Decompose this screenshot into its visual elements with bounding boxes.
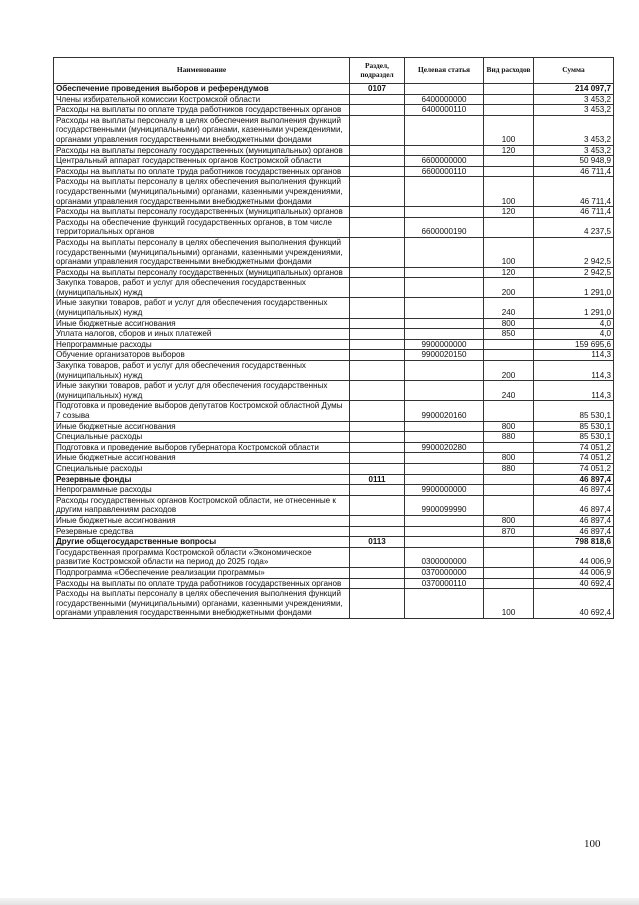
cell-section: 0111 <box>350 474 405 485</box>
cell-name: Иные бюджетные ассигнования <box>54 318 350 329</box>
cell-amount: 214 097,7 <box>534 84 614 95</box>
cell-name: Иные бюджетные ассигнования <box>54 515 350 526</box>
cell-section <box>350 237 405 267</box>
cell-name: Государственная программа Костромской области «Экономическое развитие Костромской области на период до 2025 года» <box>54 547 350 567</box>
cell-section <box>350 177 405 207</box>
cell-expense-type: 850 <box>484 329 534 340</box>
cell-name: Расходы на выплаты персоналу государственных (муниципальных) органов <box>54 207 350 218</box>
table-row <box>54 567 614 578</box>
cell-target <box>405 589 484 619</box>
cell-section <box>350 105 405 116</box>
cell-name: Закупка товаров, работ и услуг для обеспечения государственных (муниципальных) нужд <box>54 278 350 298</box>
table-row <box>54 421 614 432</box>
cell-amount: 4,0 <box>534 329 614 340</box>
cell-expense-type: 880 <box>484 463 534 474</box>
cell-amount: 2 942,5 <box>534 267 614 278</box>
cell-target <box>405 298 484 318</box>
cell-amount: 44 006,9 <box>534 567 614 578</box>
cell-target: 9900020150 <box>405 350 484 361</box>
table-row <box>54 298 614 318</box>
cell-target <box>405 421 484 432</box>
cell-section: 0113 <box>350 537 405 548</box>
cell-expense-type <box>484 495 534 515</box>
cell-section <box>350 495 405 515</box>
cell-target <box>405 115 484 145</box>
table-row <box>54 432 614 443</box>
cell-section <box>350 453 405 464</box>
cell-expense-type: 100 <box>484 237 534 267</box>
cell-amount: 114,3 <box>534 381 614 401</box>
cell-section <box>350 318 405 329</box>
cell-name: Расходы на обеспечение функций государственных органов, в том числе территориальных органов <box>54 217 350 237</box>
cell-section <box>350 339 405 350</box>
table-row <box>54 526 614 537</box>
header-amount: Сумма <box>534 58 614 84</box>
cell-amount: 114,3 <box>534 361 614 381</box>
cell-section <box>350 547 405 567</box>
cell-section <box>350 267 405 278</box>
cell-section <box>350 115 405 145</box>
cell-expense-type <box>484 166 534 177</box>
cell-target <box>405 267 484 278</box>
scan-edge <box>0 898 639 905</box>
table-row <box>54 547 614 567</box>
cell-amount: 3 453,2 <box>534 105 614 116</box>
table-row <box>54 84 614 95</box>
cell-expense-type: 200 <box>484 278 534 298</box>
cell-section <box>350 515 405 526</box>
cell-amount: 74 051,2 <box>534 463 614 474</box>
cell-target <box>405 361 484 381</box>
cell-expense-type: 800 <box>484 318 534 329</box>
table-row <box>54 156 614 167</box>
table-row <box>54 339 614 350</box>
cell-expense-type: 200 <box>484 361 534 381</box>
budget-document <box>53 57 613 619</box>
cell-name: Иные закупки товаров, работ и услуг для обеспечения государственных (муниципальных) нужд <box>54 298 350 318</box>
cell-amount: 44 006,9 <box>534 547 614 567</box>
table-row <box>54 361 614 381</box>
cell-name: Расходы на выплаты персоналу государственных (муниципальных) органов <box>54 267 350 278</box>
header-expense-type: Вид расходов <box>484 58 534 84</box>
cell-amount: 3 453,2 <box>534 115 614 145</box>
cell-amount: 4,0 <box>534 318 614 329</box>
cell-name: Подготовка и проведение выборов губернатора Костромской области <box>54 442 350 453</box>
cell-target <box>405 515 484 526</box>
cell-target: 9900000000 <box>405 339 484 350</box>
cell-expense-type <box>484 156 534 167</box>
table-row <box>54 94 614 105</box>
cell-name: Расходы на выплаты персоналу в целях обеспечения выполнения функций государственными (муниципальными) органами, казенными учреждениями, органами управления государственными внебюджетными фондами <box>54 115 350 145</box>
table-row <box>54 485 614 496</box>
cell-target: 0370000000 <box>405 567 484 578</box>
cell-expense-type <box>484 537 534 548</box>
cell-name: Центральный аппарат государственных органов Костромской области <box>54 156 350 167</box>
table-row <box>54 105 614 116</box>
cell-section: 0107 <box>350 84 405 95</box>
cell-target <box>405 207 484 218</box>
cell-amount: 46 897,4 <box>534 474 614 485</box>
cell-amount: 74 051,2 <box>534 453 614 464</box>
cell-target <box>405 474 484 485</box>
cell-expense-type <box>484 474 534 485</box>
table-row <box>54 115 614 145</box>
table-row <box>54 515 614 526</box>
header-section: Раздел, подраздел <box>350 58 405 84</box>
cell-target: 9900099990 <box>405 495 484 515</box>
cell-amount: 40 692,4 <box>534 589 614 619</box>
cell-name: Специальные расходы <box>54 432 350 443</box>
cell-expense-type: 100 <box>484 589 534 619</box>
cell-name: Иные бюджетные ассигнования <box>54 453 350 464</box>
cell-expense-type <box>484 339 534 350</box>
cell-section <box>350 526 405 537</box>
table-row <box>54 329 614 340</box>
cell-amount: 3 453,2 <box>534 94 614 105</box>
cell-expense-type: 120 <box>484 145 534 156</box>
cell-name: Иные закупки товаров, работ и услуг для обеспечения государственных (муниципальных) нужд <box>54 381 350 401</box>
cell-expense-type: 120 <box>484 207 534 218</box>
cell-target: 6400000000 <box>405 94 484 105</box>
cell-target: 6600000110 <box>405 166 484 177</box>
cell-name: Члены избирательной комиссии Костромской области <box>54 94 350 105</box>
cell-amount: 46 897,4 <box>534 526 614 537</box>
cell-target <box>405 84 484 95</box>
cell-expense-type: 240 <box>484 298 534 318</box>
cell-amount: 46 897,4 <box>534 485 614 496</box>
cell-section <box>350 217 405 237</box>
cell-expense-type: 120 <box>484 267 534 278</box>
cell-amount: 74 051,2 <box>534 442 614 453</box>
cell-section <box>350 94 405 105</box>
cell-section <box>350 361 405 381</box>
cell-target <box>405 463 484 474</box>
table-row <box>54 217 614 237</box>
cell-name: Подготовка и проведение выборов депутатов Костромской областной Думы 7 созыва <box>54 401 350 421</box>
table-row <box>54 381 614 401</box>
table-body <box>54 84 614 619</box>
cell-amount: 159 695,6 <box>534 339 614 350</box>
cell-name: Расходы на выплаты персоналу в целях обеспечения выполнения функций государственными (муниципальными) органами, казенными учреждениями, органами управления государственными внебюджетными фондами <box>54 177 350 207</box>
cell-name: Расходы государственных органов Костромской области, не отнесенные к другим направлениям расходов <box>54 495 350 515</box>
cell-name: Закупка товаров, работ и услуг для обеспечения государственных (муниципальных) нужд <box>54 361 350 381</box>
cell-expense-type <box>484 401 534 421</box>
cell-amount: 40 692,4 <box>534 578 614 589</box>
cell-target: 9900020160 <box>405 401 484 421</box>
cell-expense-type <box>484 578 534 589</box>
table-row <box>54 350 614 361</box>
cell-section <box>350 421 405 432</box>
cell-target <box>405 537 484 548</box>
cell-section <box>350 432 405 443</box>
cell-name: Расходы на выплаты персоналу государственных (муниципальных) органов <box>54 145 350 156</box>
cell-target: 6600000000 <box>405 156 484 167</box>
cell-expense-type <box>484 217 534 237</box>
table-row <box>54 145 614 156</box>
cell-amount: 46 897,4 <box>534 495 614 515</box>
cell-amount: 46 897,4 <box>534 515 614 526</box>
cell-target <box>405 318 484 329</box>
table-row <box>54 442 614 453</box>
cell-name: Непрограммные расходы <box>54 339 350 350</box>
cell-amount: 85 530,1 <box>534 401 614 421</box>
table-row <box>54 207 614 218</box>
cell-name: Специальные расходы <box>54 463 350 474</box>
cell-target: 9900020280 <box>405 442 484 453</box>
budget-table <box>53 57 614 619</box>
cell-target: 9900000000 <box>405 485 484 496</box>
cell-section <box>350 442 405 453</box>
table-row <box>54 495 614 515</box>
cell-expense-type <box>484 84 534 95</box>
cell-section <box>350 298 405 318</box>
cell-expense-type: 800 <box>484 421 534 432</box>
cell-target <box>405 177 484 207</box>
cell-name: Расходы на выплаты по оплате труда работников государственных органов <box>54 578 350 589</box>
cell-amount: 1 291,0 <box>534 298 614 318</box>
table-row <box>54 453 614 464</box>
cell-name: Расходы на выплаты по оплате труда работников государственных органов <box>54 105 350 116</box>
table-row <box>54 537 614 548</box>
cell-name: Непрограммные расходы <box>54 485 350 496</box>
cell-expense-type: 100 <box>484 115 534 145</box>
cell-expense-type: 800 <box>484 515 534 526</box>
cell-name: Другие общегосударственные вопросы <box>54 537 350 548</box>
cell-amount: 85 530,1 <box>534 421 614 432</box>
cell-expense-type <box>484 105 534 116</box>
header-name: Наименование <box>54 58 350 84</box>
table-row <box>54 267 614 278</box>
cell-section <box>350 145 405 156</box>
cell-expense-type: 240 <box>484 381 534 401</box>
cell-target: 0370000110 <box>405 578 484 589</box>
cell-name: Обеспечение проведения выборов и референдумов <box>54 84 350 95</box>
table-row <box>54 237 614 267</box>
cell-amount: 2 942,5 <box>534 237 614 267</box>
cell-target <box>405 432 484 443</box>
page-number: 100 <box>584 838 601 850</box>
cell-section <box>350 166 405 177</box>
cell-section <box>350 329 405 340</box>
cell-amount: 3 453,2 <box>534 145 614 156</box>
cell-section <box>350 381 405 401</box>
cell-expense-type: 800 <box>484 453 534 464</box>
cell-name: Иные бюджетные ассигнования <box>54 421 350 432</box>
cell-expense-type: 870 <box>484 526 534 537</box>
cell-amount: 114,3 <box>534 350 614 361</box>
cell-expense-type <box>484 547 534 567</box>
cell-section <box>350 207 405 218</box>
cell-amount: 1 291,0 <box>534 278 614 298</box>
cell-name: Резервные средства <box>54 526 350 537</box>
cell-section <box>350 463 405 474</box>
cell-target <box>405 237 484 267</box>
cell-section <box>350 278 405 298</box>
cell-name: Расходы на выплаты персоналу в целях обеспечения выполнения функций государственными (муниципальными) органами, казенными учреждениями, органами управления государственными внебюджетными фондами <box>54 589 350 619</box>
cell-section <box>350 578 405 589</box>
table-row <box>54 278 614 298</box>
cell-expense-type <box>484 94 534 105</box>
header-target: Целевая статья <box>405 58 484 84</box>
cell-name: Расходы на выплаты по оплате труда работников государственных органов <box>54 166 350 177</box>
cell-name: Расходы на выплаты персоналу в целях обеспечения выполнения функций государственными (муниципальными) органами, казенными учреждениями, органами управления государственными внебюджетными фондами <box>54 237 350 267</box>
cell-target <box>405 381 484 401</box>
cell-section <box>350 401 405 421</box>
cell-expense-type <box>484 485 534 496</box>
cell-expense-type: 880 <box>484 432 534 443</box>
cell-target <box>405 145 484 156</box>
cell-section <box>350 567 405 578</box>
cell-amount: 46 711,4 <box>534 207 614 218</box>
cell-section <box>350 156 405 167</box>
cell-target <box>405 278 484 298</box>
table-row <box>54 463 614 474</box>
table-row <box>54 578 614 589</box>
cell-name: Резервные фонды <box>54 474 350 485</box>
cell-target <box>405 329 484 340</box>
cell-expense-type: 100 <box>484 177 534 207</box>
cell-expense-type <box>484 350 534 361</box>
table-row <box>54 166 614 177</box>
cell-target: 0300000000 <box>405 547 484 567</box>
cell-amount: 4 237,5 <box>534 217 614 237</box>
table-row <box>54 318 614 329</box>
cell-section <box>350 485 405 496</box>
cell-amount: 50 948,9 <box>534 156 614 167</box>
cell-section <box>350 589 405 619</box>
table-row <box>54 474 614 485</box>
cell-amount: 798 818,6 <box>534 537 614 548</box>
cell-target: 6400000110 <box>405 105 484 116</box>
table-header-row <box>54 58 614 84</box>
cell-amount: 85 530,1 <box>534 432 614 443</box>
cell-amount: 46 711,4 <box>534 177 614 207</box>
cell-name: Уплата налогов, сборов и иных платежей <box>54 329 350 340</box>
cell-section <box>350 350 405 361</box>
table-row <box>54 177 614 207</box>
cell-target <box>405 453 484 464</box>
cell-expense-type <box>484 567 534 578</box>
cell-target: 6600000190 <box>405 217 484 237</box>
cell-target <box>405 526 484 537</box>
cell-amount: 46 711,4 <box>534 166 614 177</box>
cell-name: Подпрограмма «Обеспечение реализации программы» <box>54 567 350 578</box>
cell-name: Обучение организаторов выборов <box>54 350 350 361</box>
table-row <box>54 589 614 619</box>
cell-expense-type <box>484 442 534 453</box>
table-row <box>54 401 614 421</box>
